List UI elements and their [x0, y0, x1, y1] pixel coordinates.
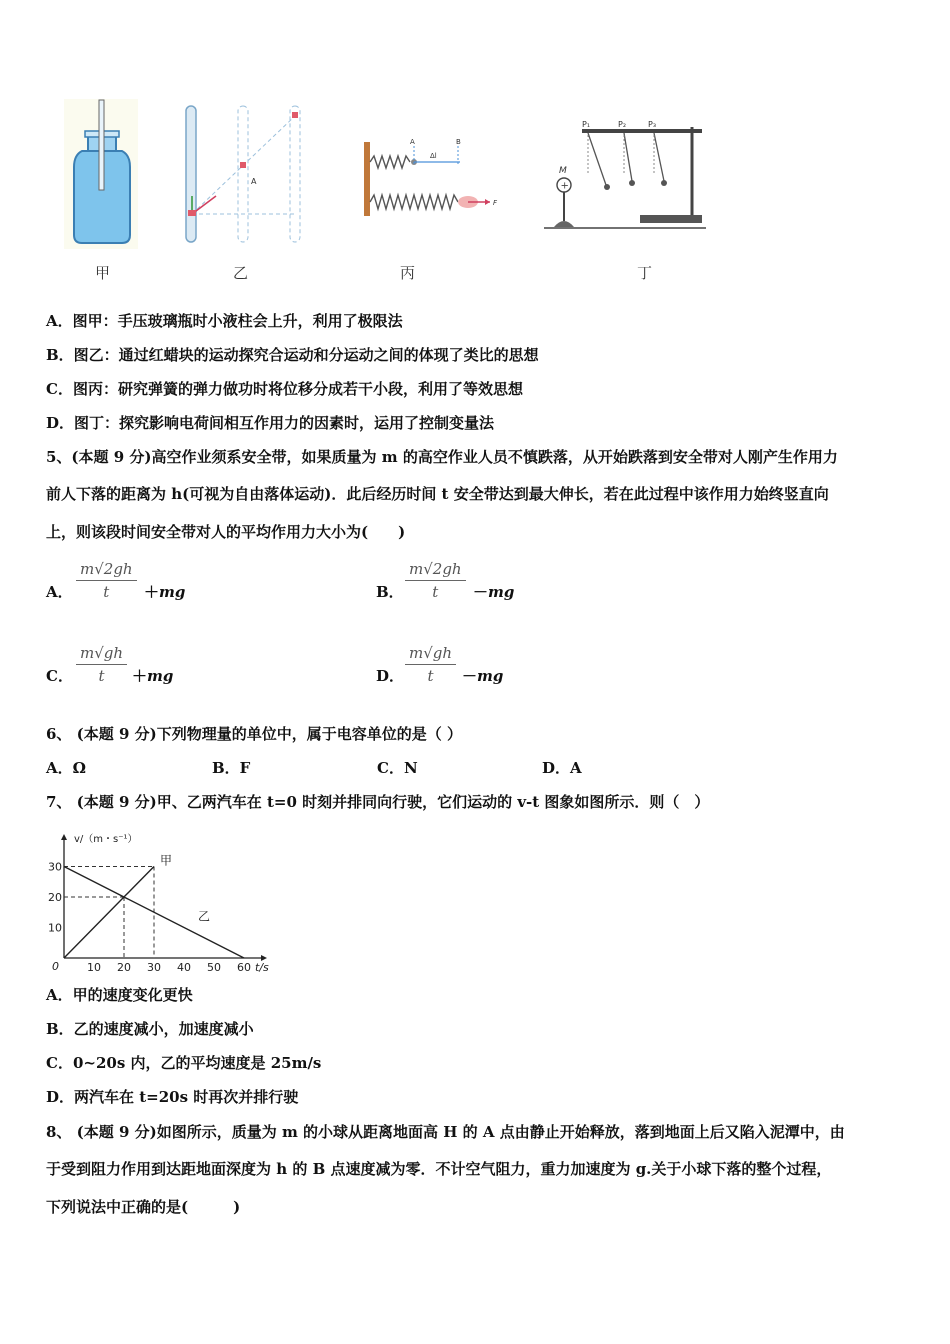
figure-caption-bing: 丙 — [400, 264, 416, 282]
q5-option-c-operator: ＋ — [132, 667, 148, 685]
q5-option-b-term: mg — [488, 583, 515, 601]
q5-option-a-label: A． — [46, 583, 73, 601]
q4-option-a: A．图甲：手压玻璃瓶时小液柱会上升，利用了极限法 — [46, 312, 403, 330]
q7-vt-chart — [40, 818, 300, 976]
q5-option-b-denominator: t — [432, 583, 439, 601]
x-tick-label-40: 40 — [177, 961, 191, 974]
figure-yi — [178, 100, 308, 250]
x-tick-label-50: 50 — [207, 961, 221, 974]
x-axis-label: t/s — [255, 961, 269, 974]
bing-label-f: F — [493, 199, 498, 207]
bing-label-b: B — [456, 138, 461, 146]
y-tick-label-20: 20 — [48, 891, 62, 904]
ding-label-p1: P₁ — [582, 120, 591, 129]
q5-option-a-numerator: m√2gh — [80, 560, 133, 578]
x-tick-label-20: 20 — [117, 961, 131, 974]
q7-option-c: C．0~20s 内，乙的平均速度是 25m/s — [46, 1054, 322, 1072]
q5-option-a-denominator: t — [103, 583, 110, 601]
q5-option-c-term: mg — [147, 667, 174, 685]
q7-vt-chart-svg — [40, 818, 300, 976]
bing-label-dl: Δl — [430, 152, 437, 160]
ding-label-p3: P₃ — [648, 120, 657, 129]
q5-option-d-denominator: t — [427, 667, 434, 685]
yi-point-label: A — [251, 177, 257, 186]
q6-option-a: A．Ω — [46, 759, 86, 777]
q5-option-a-term: mg — [159, 583, 186, 601]
y-axis-arrow — [61, 834, 67, 840]
y-axis-label: v/（m・s⁻¹） — [74, 834, 138, 845]
q5-option-b-numerator: m√2gh — [409, 560, 462, 578]
q4-option-b: B．图乙：通过红蜡块的运动探究合运动和分运动之间的体现了类比的思想 — [46, 346, 539, 364]
figure-ding — [540, 115, 710, 235]
q7-option-a: A．甲的速度变化更快 — [46, 986, 193, 1004]
q5-option-d-term: mg — [477, 667, 504, 685]
series-label-0: 甲 — [160, 853, 173, 868]
q5-stem-line-1: 5、(本题 9 分)高空作业须系安全带，如果质量为 m 的高空作业人员不慎跌落，从开始跌落到安全带对人刚产生作用力 — [46, 448, 838, 466]
q5-option-b-label: B． — [376, 583, 404, 601]
series-label-1: 乙 — [198, 909, 211, 924]
q5-option-c-numerator: m√gh — [80, 644, 124, 662]
figure-jia — [60, 95, 142, 255]
figure-caption-yi: 乙 — [233, 264, 249, 282]
q5-option-b-fraction — [405, 560, 466, 601]
q7-option-d: D．两汽车在 t=20s 时再次并排行驶 — [46, 1088, 299, 1106]
x-tick-label-30: 30 — [147, 961, 161, 974]
bing-label-a: A — [410, 138, 415, 146]
q5-stem-line-2: 前人下落的距离为 h(可视为自由落体运动)．此后经历时间 t 安全带达到最大伸长，若在此过程中该作用力始终竖直向 — [46, 485, 829, 503]
figure-caption-jia: 甲 — [95, 264, 111, 282]
q5-option-a-operator: ＋ — [144, 583, 160, 601]
q5-option-d-operator: － — [462, 667, 478, 685]
q5-option-d-label: D． — [376, 667, 405, 685]
q4-option-d: D．图丁：探究影响电荷间相互作用力的因素时，运用了控制变量法 — [46, 414, 495, 432]
q8-stem-line-1: 8、 (本题 9 分)如图所示，质量为 m 的小球从距离地面高 H 的 A 点由静止开始释放，落到地面上后又陷入泥潭中，由 — [46, 1123, 845, 1141]
q5-option-b-tail — [473, 581, 514, 602]
q5-option-d-numerator: m√gh — [409, 644, 453, 662]
q5-option-d-tail — [462, 665, 503, 686]
q6-option-d: D．A — [542, 759, 582, 777]
x-tick-label-60: 60 — [237, 961, 251, 974]
ding-label-p2: P₂ — [618, 120, 627, 129]
q5-stem-line-3: 上，则该段时间安全带对人的平均作用力大小为( ) — [46, 523, 406, 541]
q6-option-c: C．N — [377, 759, 418, 777]
q8-stem-line-2: 于受到阻力作用到达距地面深度为 h 的 B 点速度减为零．不计空气阻力，重力加速度为 g.关于小球下落的整个过程， — [46, 1160, 832, 1178]
q7-stem: 7、 (本题 9 分)甲、乙两汽车在 t=0 时刻并排同向行驶，它们运动的 v-t 图象如图所示．则（ ） — [46, 793, 710, 811]
q5-option-a-tail — [144, 581, 185, 602]
series-line-0 — [64, 867, 154, 959]
q6-option-b: B．F — [212, 759, 251, 777]
q5-option-c-denominator: t — [98, 667, 105, 685]
q5-option-c-label: C． — [46, 667, 73, 685]
y-tick-label-10: 10 — [48, 921, 62, 935]
figure-bing — [360, 132, 510, 222]
q8-stem-line-3: 下列说法中正确的是( ) — [46, 1198, 241, 1216]
q5-option-b-operator: － — [473, 583, 489, 601]
y-tick-label-30: 30 — [48, 860, 62, 874]
q5-option-c-fraction — [76, 644, 127, 685]
q4-option-c: C．图丙：研究弹簧的弹力做功时将位移分成若干小段，利用了等效思想 — [46, 380, 523, 398]
x-tick-label-10: 10 — [87, 961, 101, 974]
q7-option-b: B．乙的速度减小，加速度减小 — [46, 1020, 254, 1038]
svg-text:+: + — [560, 180, 569, 192]
q5-option-a-fraction — [76, 560, 137, 601]
q5-option-d-fraction — [405, 644, 456, 685]
q6-stem: 6、 (本题 9 分)下列物理量的单位中，属于电容单位的是（ ） — [46, 725, 462, 743]
q5-option-c-tail — [132, 665, 173, 686]
origin-label: 0 — [52, 960, 59, 973]
figure-caption-ding: 丁 — [637, 264, 653, 282]
ding-label-m: M — [559, 166, 567, 176]
